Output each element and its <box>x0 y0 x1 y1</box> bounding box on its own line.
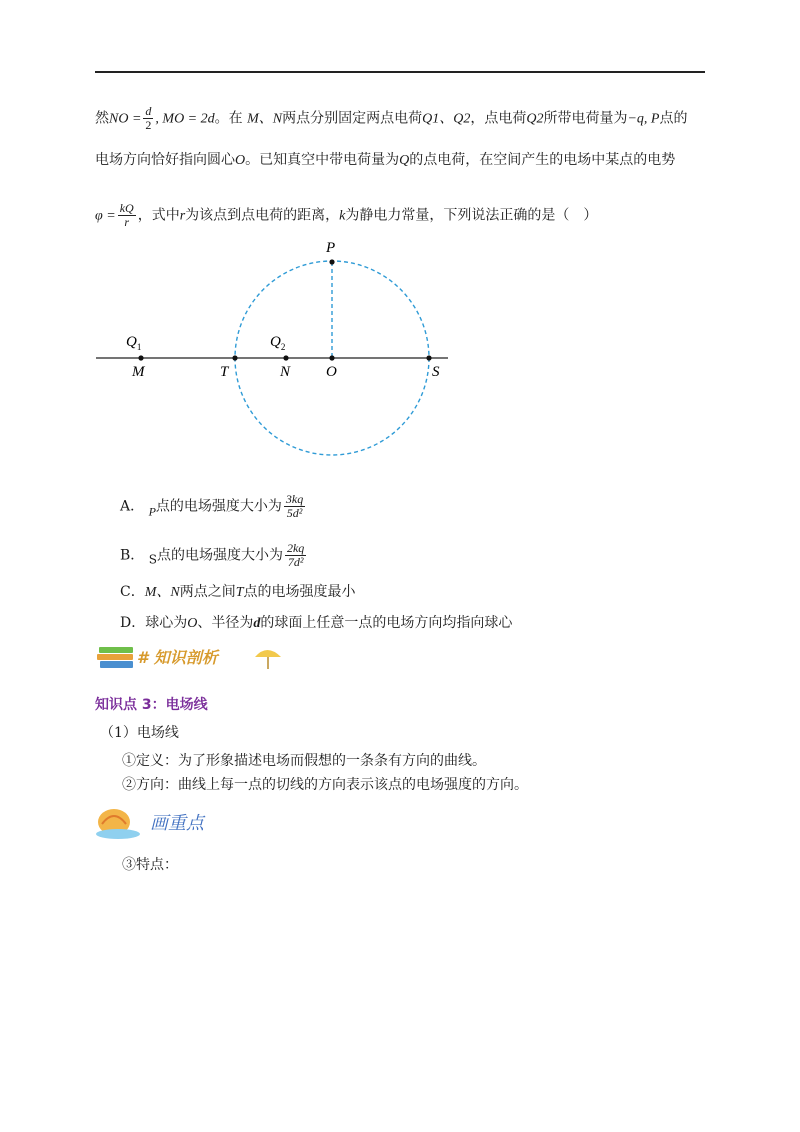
label-o: O <box>326 364 337 380</box>
label-s: S <box>432 364 440 380</box>
knowledge-analysis-banner <box>95 641 285 673</box>
item-1-heading: （1）电场线 <box>100 725 179 741</box>
direction-text: ②方向：曲线上每一点的切线的方向表示该点的电场强度的方向。 <box>122 777 528 793</box>
problem-line-1: 然NO = $\frac{d}{2}$ , MO = 2d。在 M、N两点分别固定两点电荷Q1、Q2，点电荷Q2所带电荷量为−q, P点的 <box>95 104 688 132</box>
label-m: M <box>132 364 145 380</box>
option-d[interactable]: D．球心为O、半径为d的球面上任意一点的电场方向均指向球心 <box>120 615 513 631</box>
option-a[interactable]: A． P点的电场强度大小为 $\frac{3kq}{\text{5d²}}$ <box>120 492 304 520</box>
fraction-d-over-2: $\frac{d}{2}$ <box>145 104 152 132</box>
point-m <box>138 355 143 360</box>
point-t <box>232 355 237 360</box>
label-t: T <box>220 364 229 380</box>
point-n <box>283 355 288 360</box>
point-o <box>329 355 334 360</box>
knowledge-point-title: 知识点 3：电场线 <box>95 697 208 713</box>
highlights-banner <box>92 800 242 842</box>
fraction-kQ-over-r: $\frac{kQ}{r}$ <box>119 201 134 229</box>
option-b[interactable]: B． S点的电场强度大小为 $\frac{2kq}{\text{7d²}}$ <box>120 541 305 569</box>
label-p: P <box>326 240 336 256</box>
svg-text:画重点: 画重点 <box>150 813 204 834</box>
feature-text: ③特点： <box>122 857 178 873</box>
label-q1: $Q_1$ <box>126 334 142 352</box>
point-s <box>426 355 431 360</box>
physics-diagram <box>0 0 800 480</box>
svg-text:# 知识剖析: # 知识剖析 <box>137 648 218 667</box>
books-icon <box>97 647 133 668</box>
point-p <box>329 259 334 264</box>
option-c[interactable]: C．M、N两点之间T点的电场强度最小 <box>120 584 356 600</box>
problem-line-2: 电场方向恰好指向圆心O。已知真空中带电荷量为Q的点电荷，在空间产生的电场中某点的电势 <box>95 152 676 168</box>
definition-text: ①定义：为了形象描述电场而假想的一条条有方向的曲线。 <box>122 753 486 769</box>
label-q2: $Q_2$ <box>270 334 286 352</box>
umbrella-icon <box>255 650 281 669</box>
problem-line-3: φ = $\frac{kQ}{r}$ ，式中r为该点到点电荷的距离，k为静电力常量，下列说法正确的是（ ） <box>95 201 598 229</box>
label-n: N <box>280 364 291 380</box>
shell-icon <box>96 809 140 839</box>
